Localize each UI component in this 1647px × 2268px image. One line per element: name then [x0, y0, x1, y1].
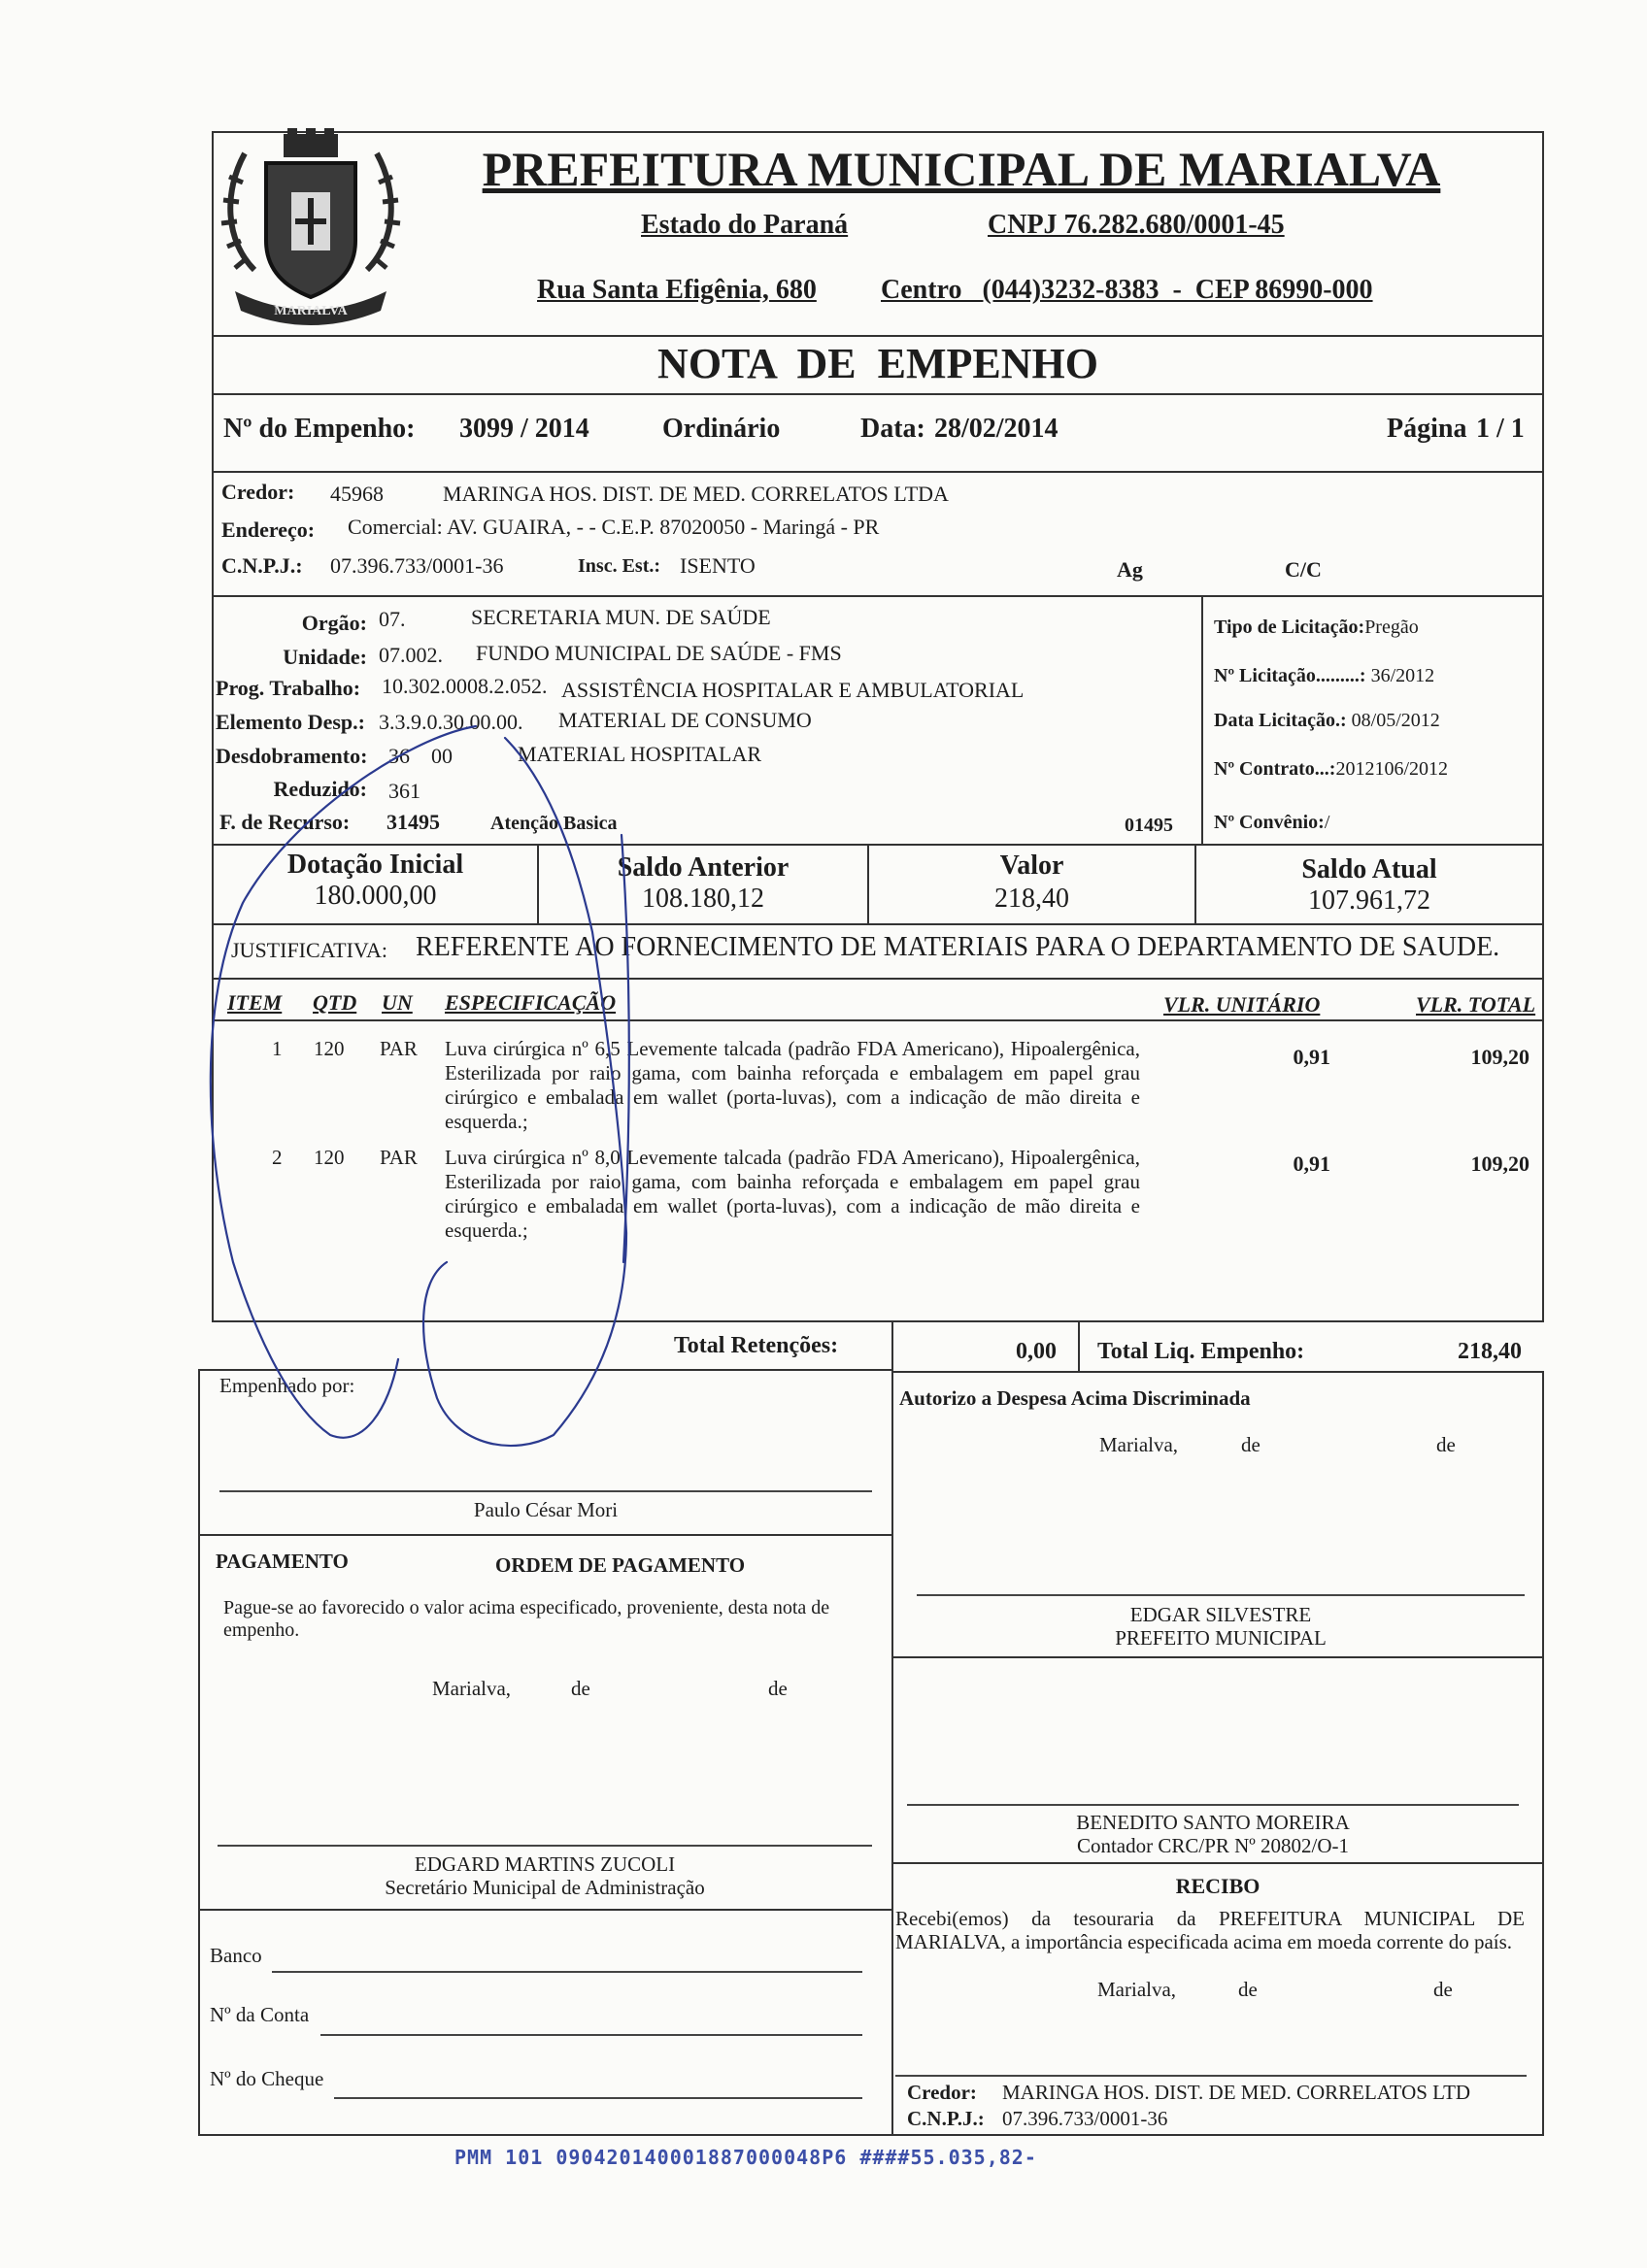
- lower-top-left: [198, 1369, 893, 1371]
- cnpj-value: 07.396.733/0001-36: [330, 553, 504, 578]
- prog-name: ASSISTÊNCIA HOSPITALAR E AMBULATORIAL: [561, 678, 1025, 702]
- valor-label: Valor: [999, 850, 1064, 881]
- licitacao-divider: [1201, 595, 1203, 846]
- district-phone-cep: Centro (044)3232-8383 - CEP 86990-000: [881, 275, 1373, 305]
- state-name: Estado do Paraná: [641, 210, 849, 240]
- col-qtd: QTD: [313, 990, 357, 1015]
- totals-bottom-rule: [891, 1371, 1542, 1373]
- dotacao-inicial-label: Dotação Inicial: [286, 850, 464, 880]
- ag-label: Ag: [1117, 557, 1143, 582]
- pagamento-city: Marialva,: [432, 1677, 512, 1700]
- autorizo-label: Autorizo a Despesa Acima Discriminada: [899, 1386, 1251, 1410]
- recibo-de1: de: [1238, 1978, 1258, 2001]
- empenho-date: 28/02/2014: [934, 414, 1059, 444]
- liquido-value: 218,40: [1458, 1339, 1522, 1364]
- justificativa-label: JUSTIFICATIVA:: [231, 938, 387, 962]
- numero-convenio-label: Nº Convênio:: [1214, 812, 1325, 833]
- empenhado-bottom-rule: [198, 1534, 893, 1536]
- empenho-type: Ordinário: [662, 414, 781, 444]
- pagamento-label: PAGAMENTO: [216, 1550, 349, 1573]
- tipo-licitacao-value: Pregão: [1364, 617, 1419, 638]
- credor-name: MARINGA HOS. DIST. DE MED. CORRELATOS LTDA: [443, 482, 949, 506]
- saldo-atual-label: Saldo Atual: [1301, 854, 1437, 884]
- prog-label: Prog. Trabalho:: [216, 676, 361, 700]
- contador-role: Contador CRC/PR Nº 20802/O-1: [1076, 1834, 1350, 1857]
- numero-licitacao: [1214, 665, 1434, 687]
- items-header-rule: [212, 1019, 1544, 1021]
- empenho-number: 3099 / 2014: [459, 414, 589, 444]
- col-unit-value: VLR. UNITÁRIO: [1163, 992, 1321, 1017]
- recibo-credor-name: MARINGA HOS. DIST. DE MED. CORRELATOS LTD: [1002, 2081, 1471, 2104]
- conta-label: Nº da Conta: [210, 2003, 310, 2026]
- pagamento-de2: de: [768, 1677, 788, 1700]
- recibo-de2: de: [1433, 1978, 1453, 2001]
- conta-line: [320, 2034, 862, 2036]
- page-label: Página: [1387, 414, 1467, 444]
- valor-value: 218,40: [994, 884, 1069, 914]
- contador-bottom-rule: [891, 1862, 1542, 1864]
- desdobramento-code: 36 00: [388, 744, 453, 768]
- totals-top-rule: [212, 1320, 1544, 1322]
- street-address: Rua Santa Efigênia, 680: [537, 275, 817, 305]
- recibo-city: Marialva,: [1097, 1978, 1177, 2001]
- totals-divider-2: [1078, 1320, 1080, 1371]
- prefeito-role: PREFEITO MUNICIPAL: [1115, 1626, 1327, 1650]
- item-2-un: PAR: [380, 1146, 418, 1169]
- orgao-label: Orgão:: [301, 611, 367, 635]
- empenhado-name: Paulo César Mori: [473, 1498, 619, 1521]
- numero-convenio: [1214, 812, 1329, 834]
- recibo-cnpj-value: 07.396.733/0001-36: [1002, 2107, 1168, 2130]
- empenho-date-label: Data:: [860, 414, 925, 444]
- secretario-signature-line: [218, 1845, 872, 1847]
- banco-line: [272, 1971, 862, 1973]
- insc-label: Insc. Est.:: [578, 555, 661, 577]
- svg-text:MARIALVA: MARIALVA: [274, 304, 348, 318]
- recurso-name: Atenção Basica: [490, 813, 618, 834]
- cheque-label: Nº do Cheque: [210, 2067, 324, 2090]
- data-licitacao-label: Data Licitação.:: [1214, 710, 1347, 731]
- footer-machine-code: PMM 101 090420140001887000048P6 ####55.035,82-: [454, 2146, 1037, 2169]
- item-2-total: 109,20: [1470, 1151, 1529, 1176]
- credor-label: Credor:: [221, 480, 295, 504]
- item-1-qtd: 120: [314, 1037, 345, 1060]
- numero-convenio-value: /: [1324, 812, 1330, 833]
- ordem-pagamento-label: ORDEM DE PAGAMENTO: [495, 1553, 746, 1577]
- saldo-anterior-label: Saldo Anterior: [617, 852, 790, 883]
- item-2-unit: 0,91: [1293, 1151, 1330, 1176]
- municipality-title: PREFEITURA MUNICIPAL DE MARIALVA: [482, 142, 1441, 196]
- prog-code: 10.302.0008.2.052.: [382, 674, 548, 698]
- tipo-licitacao: [1214, 617, 1419, 639]
- saldo-anterior-value: 108.180,12: [642, 884, 764, 914]
- insc-value: ISENTO: [680, 553, 756, 578]
- secretario-bottom-rule: [198, 1909, 893, 1911]
- data-licitacao: [1214, 710, 1440, 732]
- recibo-credor-label: Credor:: [907, 2081, 977, 2104]
- numero-licitacao-value: 36/2012: [1370, 665, 1435, 686]
- page-number: 1 / 1: [1476, 414, 1525, 444]
- lower-left-border: [198, 1369, 200, 2136]
- cc-label: C/C: [1285, 557, 1322, 582]
- elemento-code: 3.3.9.0.30.00.00.: [379, 710, 523, 734]
- item-2-number: 2: [272, 1146, 283, 1169]
- prefeito-signature-line: [917, 1594, 1525, 1596]
- contador-name: BENEDITO SANTO MOREIRA: [1076, 1811, 1350, 1834]
- item-1-total: 109,20: [1470, 1045, 1529, 1069]
- credor-code: 45968: [330, 482, 384, 506]
- numero-licitacao-label: Nº Licitação.........:: [1214, 665, 1366, 686]
- empenho-number-label: Nº do Empenho:: [223, 414, 416, 444]
- pagamento-text: Pague-se ao favorecido o valor acima especificado, proveniente, desta nota de empenho.: [223, 1597, 830, 1641]
- recurso-code: 31495: [387, 810, 440, 834]
- prefeito-bottom-rule: [891, 1656, 1542, 1658]
- elemento-name: MATERIAL DE CONSUMO: [558, 708, 812, 732]
- items-right-border: [1542, 978, 1544, 1322]
- endereco-value: Comercial: AV. GUAIRA, - - C.E.P. 87020050 - Maringá - PR: [348, 515, 880, 539]
- col-spec: ESPECIFICAÇÃO: [445, 990, 617, 1015]
- justificativa-text: REFERENTE AO FORNECIMENTO DE MATERIAIS PARA O DEPARTAMENTO DE SAUDE.: [416, 932, 1500, 962]
- numero-contrato: [1214, 758, 1448, 781]
- col-total-value: VLR. TOTAL: [1416, 992, 1536, 1017]
- item-1-spec: Luva cirúrgica nº 6,5 Levemente talcada (padrão FDA Americano), Hipoalergênica, Esterilizada por raio gama, com bainha reforçada e embalagem em papel grau cirúrgico e embalada em wallet (porta-luvas), com a indicação de mão direita e esquerda.;: [445, 1037, 1140, 1133]
- secretario-name: EDGARD MARTINS ZUCOLI: [414, 1852, 676, 1876]
- cnpj-header: CNPJ 76.282.680/0001-45: [988, 210, 1285, 240]
- endereco-label: Endereço:: [221, 517, 316, 542]
- saldo-atual-value: 107.961,72: [1308, 885, 1430, 916]
- retencoes-label: Total Retenções:: [674, 1333, 839, 1358]
- recurso-number: 01495: [1125, 815, 1173, 836]
- document-title: NOTA DE EMPENHO: [657, 340, 1098, 387]
- tipo-licitacao-label: Tipo de Licitação:: [1214, 617, 1365, 638]
- autorizo-city: Marialva,: [1099, 1433, 1179, 1456]
- unidade-label: Unidade:: [283, 645, 367, 669]
- cheque-line: [334, 2097, 862, 2099]
- data-licitacao-value: 08/05/2012: [1351, 710, 1440, 731]
- recibo-label: RECIBO: [1175, 1874, 1260, 1898]
- col-un: UN: [382, 990, 413, 1015]
- autorizo-de2: de: [1436, 1433, 1456, 1456]
- banco-label: Banco: [210, 1944, 262, 1967]
- reduzido-label: Reduzido:: [273, 777, 367, 801]
- orgao-name: SECRETARIA MUN. DE SAÚDE: [471, 605, 771, 629]
- numero-contrato-label: Nº Contrato...:: [1214, 758, 1336, 780]
- empenhado-label: Empenhado por:: [219, 1374, 355, 1397]
- reduzido-value: 361: [388, 779, 420, 803]
- totals-divider-1: [891, 1320, 893, 1371]
- dotacao-inicial-value: 180.000,00: [314, 881, 437, 911]
- recurso-label: F. de Recurso:: [219, 810, 351, 834]
- item-2-spec: Luva cirúrgica nº 8,0 Levemente talcada (padrão FDA Americano), Hipoalergênica, Esterilizada por raio gama, com bainha reforçada e embalagem em papel grau cirúrgico e embalada em wallet (porta-luvas), com a indicação de mão direita e esquerda.;: [445, 1146, 1140, 1242]
- autorizo-de1: de: [1241, 1433, 1260, 1456]
- pagamento-de1: de: [571, 1677, 590, 1700]
- unidade-name: FUNDO MUNICIPAL DE SAÚDE - FMS: [476, 641, 842, 665]
- item-2-qtd: 120: [314, 1146, 345, 1169]
- unidade-code: 07.002.: [379, 643, 443, 667]
- desdobramento-name: MATERIAL HOSPITALAR: [518, 742, 762, 766]
- municipal-crest-icon: [216, 124, 406, 328]
- col-item: ITEM: [227, 990, 283, 1015]
- recibo-text: Recebi(emos) da tesouraria da PREFEITURA MUNICIPAL DE MARIALVA, a importância especificada acima em moeda corrente do país.: [895, 1907, 1525, 1953]
- item-1-un: PAR: [380, 1037, 418, 1060]
- elemento-label: Elemento Desp.:: [216, 710, 365, 734]
- contador-signature-line: [907, 1804, 1519, 1806]
- recibo-signature-line: [895, 2075, 1527, 2077]
- lower-right-border: [1542, 1371, 1544, 2136]
- numero-contrato-value: 2012106/2012: [1335, 758, 1449, 780]
- lower-mid-divider: [891, 1369, 893, 2136]
- retencoes-value: 0,00: [1016, 1339, 1057, 1364]
- empenhado-signature-line: [219, 1490, 872, 1492]
- cnpj-label: C.N.P.J.:: [221, 553, 303, 578]
- recibo-cnpj-label: C.N.P.J.:: [907, 2107, 985, 2130]
- secretario-role: Secretário Municipal de Administração: [385, 1876, 705, 1899]
- desdobramento-label: Desdobramento:: [216, 744, 368, 768]
- orgao-code: 07.: [379, 607, 406, 631]
- item-1-number: 1: [272, 1037, 283, 1060]
- items-left-border: [212, 978, 214, 1322]
- lower-bottom-border: [198, 2134, 1544, 2136]
- item-1-unit: 0,91: [1293, 1045, 1330, 1069]
- prefeito-name: EDGAR SILVESTRE: [1129, 1603, 1312, 1626]
- liquido-label: Total Liq. Empenho:: [1097, 1339, 1305, 1364]
